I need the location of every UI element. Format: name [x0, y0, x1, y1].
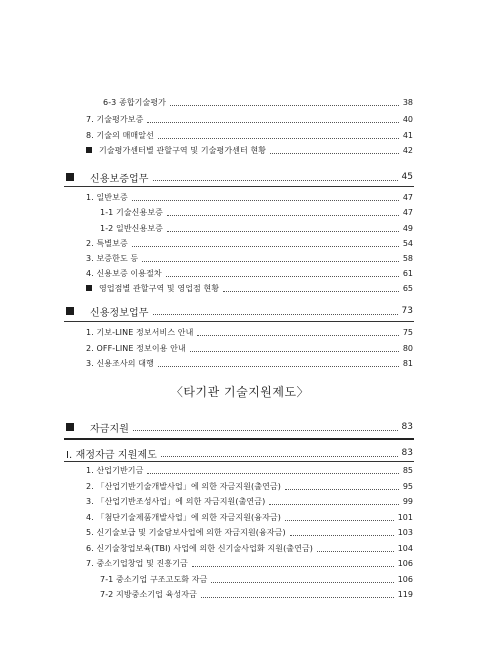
section-page: 83 — [401, 422, 413, 432]
section-square-icon — [66, 173, 74, 181]
toc-entry[interactable] — [86, 510, 413, 524]
dot-leader — [161, 456, 398, 457]
dot-leader — [285, 489, 399, 490]
toc-entry-label: 영업점별 관할구역 및 영업점 현황 — [99, 283, 220, 293]
toc-entry[interactable] — [86, 494, 413, 508]
toc-entry-label: 1-2 일반신용보증 — [100, 223, 163, 233]
divider — [64, 438, 414, 440]
dot-leader — [158, 366, 399, 367]
dot-leader — [170, 105, 399, 106]
section-title: 신용보증업무 — [90, 173, 149, 185]
dot-leader — [147, 122, 398, 123]
toc-entry[interactable] — [86, 266, 413, 280]
section-page: 45 — [401, 172, 413, 182]
toc-entry-label: 2. 「산업기반기술개발사업」에 의한 자금지원(출연금) — [86, 481, 281, 491]
toc-entry[interactable] — [86, 112, 413, 126]
toc-entry-label: 3. 「산업기반조성사업」에 의한 자금지원(출연금) — [86, 496, 266, 506]
bullet-square-icon — [86, 285, 92, 291]
dot-leader — [269, 504, 399, 505]
toc-entry[interactable] — [100, 221, 413, 235]
toc-entry-page: 40 — [402, 114, 413, 124]
section-page: 73 — [401, 306, 413, 316]
toc-entry-page: 38 — [402, 97, 413, 107]
section-square-icon — [66, 307, 74, 315]
dot-leader — [132, 200, 399, 201]
section-square-icon — [66, 423, 74, 431]
toc-entry-label: 8. 기술의 매매알선 — [86, 130, 154, 140]
toc-entry-page: 106 — [397, 574, 413, 584]
dot-leader — [190, 351, 399, 352]
divider — [64, 461, 414, 462]
part-title: 〈타기관 기술지원제도〉 — [170, 385, 310, 399]
toc-entry-label: 1. 기보-LINE 정보서비스 안내 — [86, 327, 194, 337]
toc-entry-label: 1. 일반보증 — [86, 192, 128, 202]
toc-entry-page: 119 — [397, 589, 413, 599]
dot-leader — [153, 180, 398, 181]
toc-entry-page: 65 — [402, 283, 413, 293]
toc-entry-label: 3. 신용조사의 대행 — [86, 358, 154, 368]
subsection-title: Ⅰ. 재정자금 지원제도 — [66, 449, 157, 461]
toc-entry-page: 95 — [402, 481, 413, 491]
dot-leader — [192, 566, 394, 567]
toc-entry[interactable] — [86, 556, 413, 570]
toc-subsection-heading[interactable] — [66, 446, 413, 460]
toc-entry-page: 80 — [402, 343, 413, 353]
toc-entry-label: 1. 산업기반기금 — [86, 465, 144, 475]
toc-entry-page: 47 — [402, 192, 413, 202]
toc-entry-label: 5. 신기술보급 및 기술담보사업에 의한 자금지원(융자금) — [86, 527, 286, 537]
toc-entry-page: 58 — [402, 253, 413, 263]
toc-entry[interactable] — [86, 143, 413, 157]
toc-entry-page: 54 — [402, 238, 413, 248]
toc-entry-page: 103 — [397, 527, 413, 537]
toc-entry-label: 6-3 종합기술평가 — [103, 97, 166, 107]
toc-entry-label: 기술평가센터별 관할구역 및 기술평가센터 현황 — [99, 145, 267, 155]
dot-leader — [290, 535, 394, 536]
toc-entry[interactable] — [100, 572, 413, 586]
dot-leader — [133, 430, 398, 431]
toc-entry[interactable] — [86, 128, 413, 142]
dot-leader — [142, 261, 399, 262]
toc-entry-label: 7-1 중소기업 구조고도화 자금 — [100, 574, 208, 584]
dot-leader — [317, 551, 394, 552]
dot-leader — [158, 138, 399, 139]
toc-entry-page: 81 — [402, 358, 413, 368]
toc-entry-page: 85 — [402, 465, 413, 475]
dot-leader — [167, 231, 399, 232]
toc-entry[interactable] — [86, 236, 413, 250]
toc-entry[interactable] — [86, 341, 413, 355]
toc-entry[interactable] — [86, 356, 413, 370]
toc-entry-label: 7-2 지방중소기업 육성자금 — [100, 589, 197, 599]
dot-leader — [167, 215, 399, 216]
toc-entry[interactable] — [86, 251, 413, 265]
dot-leader — [270, 153, 399, 154]
toc-entry-label: 1-1 기술신용보증 — [100, 207, 163, 217]
dot-leader — [166, 276, 399, 277]
toc-entry-page: 41 — [402, 130, 413, 140]
toc-entry-label: 4. 「첨단기술제품개발사업」에 의한 자금지원(융자금) — [86, 512, 281, 522]
toc-entry[interactable] — [100, 205, 413, 219]
dot-leader — [197, 335, 398, 336]
toc-entry[interactable] — [86, 190, 413, 204]
toc-section-heading[interactable] — [66, 420, 413, 434]
dot-leader — [132, 246, 399, 247]
toc-entry[interactable] — [100, 587, 413, 601]
toc-entry-page: 104 — [397, 543, 413, 553]
toc-entry-label: 3. 보증한도 등 — [86, 253, 139, 263]
section-title: 자금지원 — [90, 423, 130, 435]
dot-leader — [223, 291, 399, 292]
dot-leader — [211, 582, 393, 583]
toc-entry-page: 49 — [402, 223, 413, 233]
toc-entry-label: 7. 중소기업창업 및 진흥기금 — [86, 558, 188, 568]
toc-entry-page: 42 — [402, 145, 413, 155]
bullet-square-icon — [86, 147, 92, 153]
divider — [64, 321, 414, 322]
toc-entry-page: 75 — [402, 327, 413, 337]
toc-entry-label: 4. 신용보증 이용절차 — [86, 268, 162, 278]
subsection-page: 83 — [401, 448, 413, 458]
toc-entry-page: 106 — [397, 558, 413, 568]
divider — [64, 186, 414, 187]
toc-entry-page: 99 — [402, 496, 413, 506]
toc-entry-page: 47 — [402, 207, 413, 217]
toc-entry[interactable] — [103, 95, 413, 109]
toc-entry-page: 61 — [402, 268, 413, 278]
toc-entry-label: 2. OFF-LINE 정보이용 안내 — [86, 343, 186, 353]
toc-entry-label: 7. 기술평가보증 — [86, 114, 144, 124]
toc-entry[interactable] — [86, 463, 413, 477]
section-title: 신용정보업무 — [90, 307, 149, 319]
toc-entry-label: 6. 신기술창업보육(TBI) 사업에 의한 신기술사업화 지원(출연금) — [86, 543, 314, 553]
dot-leader — [285, 520, 394, 521]
toc-entry-page: 101 — [397, 512, 413, 522]
toc-section-heading[interactable] — [66, 304, 413, 318]
dot-leader — [201, 597, 394, 598]
toc-section-heading[interactable] — [66, 170, 413, 184]
toc-entry[interactable] — [86, 325, 413, 339]
dot-leader — [147, 473, 398, 474]
toc-entry[interactable] — [86, 525, 413, 539]
dot-leader — [153, 314, 398, 315]
toc-entry[interactable] — [86, 541, 413, 555]
toc-entry[interactable] — [86, 281, 413, 295]
toc-entry-label: 2. 특별보증 — [86, 238, 128, 248]
toc-entry[interactable] — [86, 479, 413, 493]
